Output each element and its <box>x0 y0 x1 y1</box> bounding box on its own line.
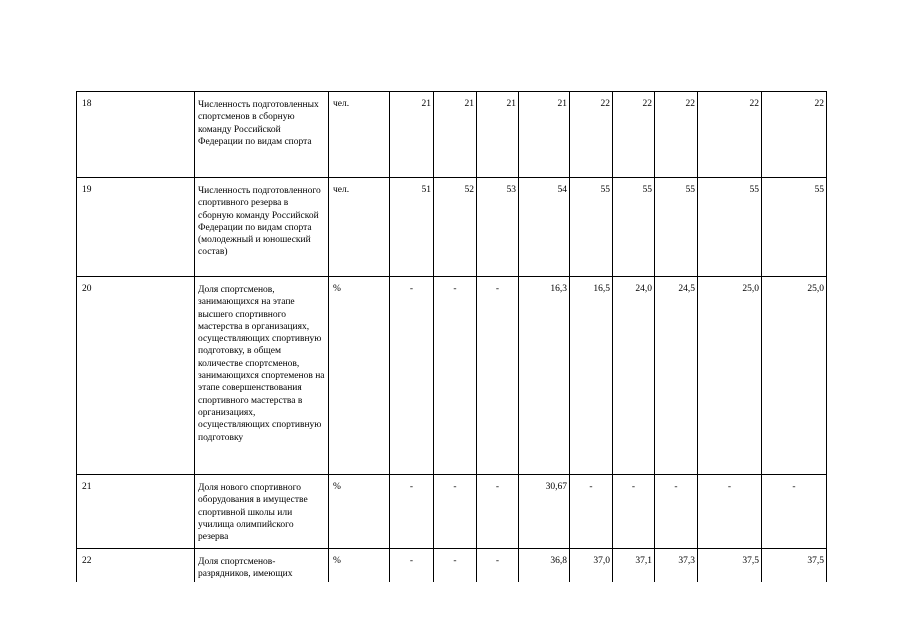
value-cell: 55 <box>762 178 827 277</box>
value-cell: 36,8 <box>519 549 570 609</box>
value-cell: - <box>655 475 698 549</box>
value-cell: 21 <box>434 92 477 178</box>
unit-cell: % <box>329 277 390 475</box>
value-cell: 21 <box>477 92 519 178</box>
value-cell: 37,1 <box>613 549 655 609</box>
value-cell: 30,67 <box>519 475 570 549</box>
value-cell: - <box>762 475 827 549</box>
value-cell: 54 <box>519 178 570 277</box>
page-bottom-margin <box>0 582 905 640</box>
value-cell: - <box>570 475 613 549</box>
table-row <box>77 92 827 178</box>
value-cell: 24,5 <box>655 277 698 475</box>
value-cell: 22 <box>655 92 698 178</box>
value-cell: 22 <box>613 92 655 178</box>
value-cell: 52 <box>434 178 477 277</box>
value-cell: 55 <box>655 178 698 277</box>
value-cell: 55 <box>570 178 613 277</box>
value-cell: - <box>434 475 477 549</box>
value-cell: 21 <box>390 92 434 178</box>
unit-cell: % <box>329 549 390 609</box>
indicator-table <box>76 91 827 609</box>
value-cell: 37,5 <box>698 549 762 609</box>
unit-cell: чел. <box>329 92 390 178</box>
row-number: 18 <box>77 92 195 178</box>
indicator-name: Численность подготовленных спортсменов в сборную команду Российской Федерации по видам спорта <box>195 92 329 178</box>
unit-cell: % <box>329 475 390 549</box>
value-cell: 16,3 <box>519 277 570 475</box>
value-cell: - <box>477 549 519 609</box>
value-cell: - <box>477 475 519 549</box>
value-cell: - <box>434 549 477 609</box>
value-cell: 22 <box>762 92 827 178</box>
value-cell: 24,0 <box>613 277 655 475</box>
value-cell: 16,5 <box>570 277 613 475</box>
row-number: 19 <box>77 178 195 277</box>
value-cell: 55 <box>613 178 655 277</box>
indicator-name: Доля спортсменов, занимающихся на этапе высшего спортивного мастерства в организациях, осуществляющих спортивную подготовку, в общем количестве спортсменов, занимающихся спортеменов на этапе совершенствования спортивного мастерства в организациях, осуществляющих спортивную подготовку <box>195 277 329 475</box>
value-cell: 37,3 <box>655 549 698 609</box>
table-row <box>77 178 827 277</box>
value-cell: 37,5 <box>762 549 827 609</box>
row-number: 21 <box>77 475 195 549</box>
table-row <box>77 475 827 549</box>
value-cell: 51 <box>390 178 434 277</box>
table-row <box>77 277 827 475</box>
indicator-name: Численность подготовленного спортивного резерва в сборную команду Российской Федерации по видам спорта (молодежный и юношеский состав) <box>195 178 329 277</box>
value-cell: 53 <box>477 178 519 277</box>
value-cell: - <box>390 475 434 549</box>
value-cell: 22 <box>698 92 762 178</box>
value-cell: 55 <box>698 178 762 277</box>
indicator-name: Доля спортсменов-разрядников, имеющих <box>195 549 329 609</box>
table-body <box>77 92 827 609</box>
value-cell: - <box>698 475 762 549</box>
value-cell: - <box>390 277 434 475</box>
value-cell: - <box>477 277 519 475</box>
value-cell: 37,0 <box>570 549 613 609</box>
value-cell: - <box>390 549 434 609</box>
value-cell: - <box>613 475 655 549</box>
value-cell: 21 <box>519 92 570 178</box>
unit-cell: чел. <box>329 178 390 277</box>
value-cell: - <box>434 277 477 475</box>
value-cell: 22 <box>570 92 613 178</box>
indicator-name: Доля нового спортивного оборудования в имуществе спортивной школы или училища олимпийского резерва <box>195 475 329 549</box>
value-cell: 25,0 <box>762 277 827 475</box>
row-number: 22 <box>77 549 195 609</box>
value-cell: 25,0 <box>698 277 762 475</box>
row-number: 20 <box>77 277 195 475</box>
